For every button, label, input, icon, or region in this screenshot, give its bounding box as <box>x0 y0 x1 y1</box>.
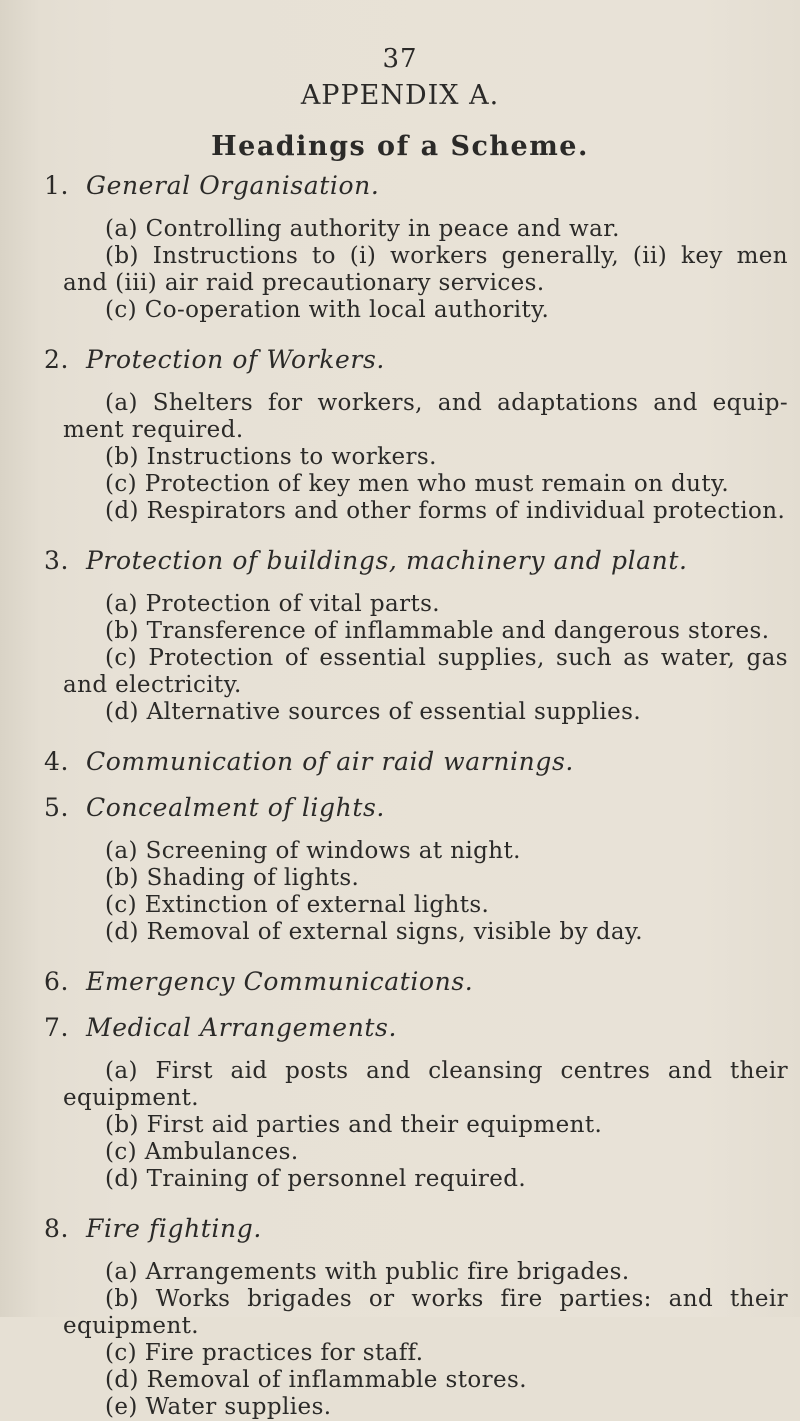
section-heading <box>44 1010 788 1046</box>
section-heading <box>44 964 788 1000</box>
section-items <box>44 591 788 726</box>
section-number: 3. <box>44 546 70 575</box>
section-medical-arrangements <box>44 1010 788 1211</box>
section-title: Fire fighting. <box>86 1214 262 1243</box>
section-protection-of-workers <box>44 342 788 543</box>
section-title: Communication of air raid warnings. <box>86 747 574 776</box>
list-item: (c) Protection of essential supplies, such as water, gas and electricity. <box>63 645 788 698</box>
list-item: (b) Transference of inflammable and dangerous stores. <box>105 618 770 644</box>
section-heading <box>44 342 788 378</box>
section-title: Concealment of lights. <box>86 793 385 822</box>
list-item: (d) Respirators and other forms of individual protection. <box>105 498 786 524</box>
appendix-title: APPENDIX A. <box>300 80 500 111</box>
list-item: (a) Protection of vital parts. <box>105 591 441 617</box>
list-item: (d) Alternative sources of essential supplies. <box>105 699 642 725</box>
list-item: (b) Instructions to workers. <box>105 444 437 470</box>
list-item: (c) Fire practices for staff. <box>105 1340 424 1366</box>
list-item: (a) First aid posts and cleansing centres and their equipment. <box>63 1058 788 1111</box>
section-concealment-of-lights <box>44 790 788 964</box>
section-fire-fighting <box>44 1211 788 1421</box>
section-title: General Organisation. <box>86 171 380 200</box>
list-item: (b) Works brigades or works fire parties: and their equipment. <box>63 1286 788 1339</box>
list-item: (a) Controlling authority in peace and war. <box>105 216 620 242</box>
list-item: (d) Removal of inflammable stores. <box>105 1367 527 1393</box>
list-item: (b) First aid parties and their equipment. <box>105 1112 603 1138</box>
list-item: (c) Ambulances. <box>105 1139 299 1165</box>
scheme-headings-list <box>44 168 788 1421</box>
list-item: (c) Extinction of external lights. <box>105 892 490 918</box>
section-number: 1. <box>44 171 70 200</box>
list-item: (b) Shading of lights. <box>105 865 360 891</box>
section-heading <box>44 790 788 826</box>
list-item: (c) Protection of key men who must remain on duty. <box>105 471 730 497</box>
section-number: 4. <box>44 747 70 776</box>
section-number: 5. <box>44 793 70 822</box>
section-items <box>44 390 788 525</box>
appendix-subtitle: Headings of a Scheme. <box>211 131 589 162</box>
section-air-raid-warnings <box>44 744 788 790</box>
page-number: 37 <box>382 44 418 74</box>
section-number: 2. <box>44 345 70 374</box>
section-items <box>44 838 788 946</box>
section-heading <box>44 543 788 579</box>
list-item: (e) Water supplies. <box>105 1394 332 1420</box>
section-items <box>44 1259 788 1421</box>
list-item: (a) Arrangements with public fire brigades. <box>105 1259 630 1285</box>
section-items <box>44 1058 788 1193</box>
list-item: (d) Training of personnel required. <box>105 1166 527 1192</box>
section-heading <box>44 1211 788 1247</box>
list-item: (c) Co-operation with local authority. <box>105 297 550 323</box>
section-title: Medical Arrangements. <box>86 1013 398 1042</box>
section-items <box>44 216 788 324</box>
section-number: 7. <box>44 1013 70 1042</box>
section-protection-of-buildings <box>44 543 788 744</box>
section-number: 6. <box>44 967 70 996</box>
section-general-organisation <box>44 168 788 342</box>
section-emergency-communications <box>44 964 788 1010</box>
section-heading <box>44 744 788 780</box>
section-title: Emergency Communications. <box>86 967 474 996</box>
list-item: (a) Screening of windows at night. <box>105 838 521 864</box>
section-title: Protection of Workers. <box>86 345 385 374</box>
section-number: 8. <box>44 1214 70 1243</box>
section-title: Protection of buildings, machinery and plant. <box>86 546 688 575</box>
list-item: (d) Removal of external signs, visible by day. <box>105 919 643 945</box>
section-heading <box>44 168 788 204</box>
list-item: (b) Instructions to (i) workers generally, (ii) key men and (iii) air raid precautionary services. <box>63 243 788 296</box>
list-item: (a) Shelters for workers, and adaptations and equip- ment required. <box>63 390 788 443</box>
